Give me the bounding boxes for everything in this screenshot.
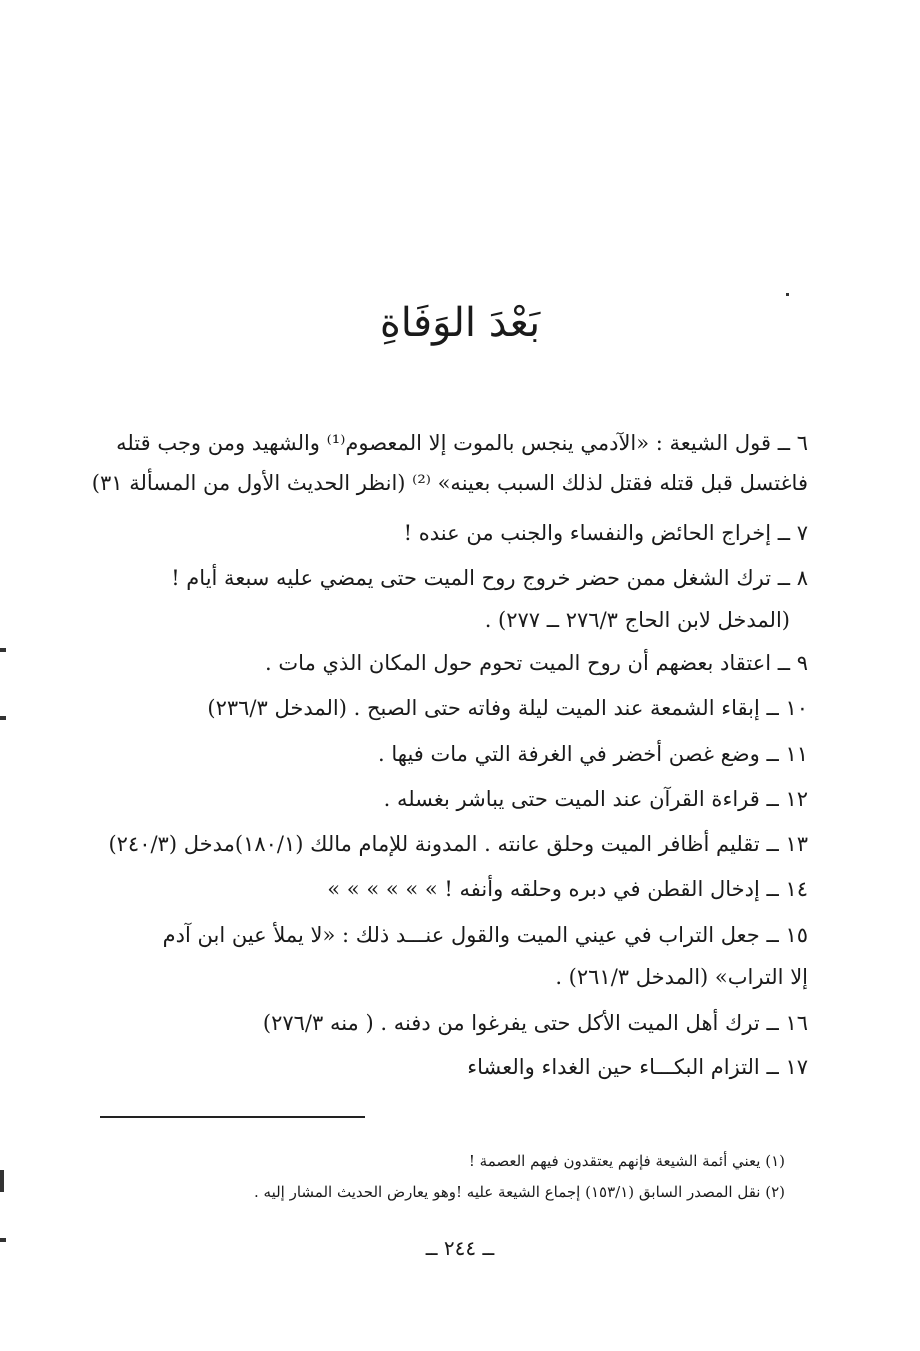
scan-speck — [0, 1170, 4, 1192]
text-line: ٦ ــ قول الشيعة : «الآدمي ينجس بالموت إلا المعصوم⁽¹⁾ والشهيد ومن وجب قتله — [116, 431, 808, 455]
text-line: ١٣ ــ تقليم أظافر الميت وحلق عانته . المدونة للإمام مالك (١٨٠/١)مدخل (٢٤٠/٣) — [108, 832, 808, 856]
text-line: إلا التراب» (المدخل ٢٦١/٣) . — [555, 965, 808, 989]
page-title: بَعْدَ الوَفَاةِ — [379, 300, 541, 346]
scan-speck — [786, 293, 789, 296]
text-line: ١٠ ــ إبقاء الشمعة عند الميت ليلة وفاته حتى الصبح . (المدخل ٢٣٦/٣) — [207, 696, 808, 720]
text-line: ٩ ــ اعتقاد بعضهم أن روح الميت تحوم حول المكان الذي مات . — [265, 651, 808, 675]
footnote: (١) يعني أئمة الشيعة فإنهم يعتقدون فيهم العصمة ! — [468, 1152, 785, 1170]
scan-speck — [0, 1238, 6, 1242]
text-line: ١١ ــ وضع غصن أخضر في الغرفة التي مات فيها . — [378, 742, 808, 766]
text-line: ١٥ ــ جعل التراب في عيني الميت والقول عنـــد ذلك : «لا يملأ عين ابن آدم — [162, 923, 808, 947]
footnote-separator — [100, 1116, 365, 1118]
text-line: ١٤ ــ إدخال القطن في دبره وحلقه وأنفه ! » » » » » » — [327, 877, 808, 901]
text-line: ٨ ــ ترك الشغل ممن حضر خروج روح الميت حتى يمضي عليه سبعة أيام ! — [171, 566, 808, 590]
footnote: (٢) نقل المصدر السابق (١٥٣/١) إجماع الشيعة عليه !وهو يعارض الحديث المشار إليه . — [254, 1183, 785, 1201]
text-line: ١٧ ــ التزام البكـــاء حين الغداء والعشاء — [467, 1055, 808, 1079]
page-number: ــ ٢٤٤ ــ — [425, 1236, 495, 1260]
text-line: ٧ ــ إخراج الحائض والنفساء والجنب من عنده ! — [403, 521, 808, 545]
scan-speck — [0, 716, 6, 720]
scan-speck — [0, 648, 6, 652]
text-line: ١٦ ــ ترك أهل الميت الأكل حتى يفرغوا من دفنه . ( منه ٢٧٦/٣) — [262, 1011, 808, 1035]
text-line: (المدخل لابن الحاج ٢٧٦/٣ ــ ٢٧٧) . — [484, 608, 790, 632]
text-line: ١٢ ــ قراءة القرآن عند الميت حتى يباشر بغسله . — [383, 787, 808, 811]
text-line: فاغتسل قبل قتله فقتل لذلك السبب بعينه» ⁽²⁾ (انظر الحديث الأول من المسألة ٣١) — [91, 471, 808, 495]
